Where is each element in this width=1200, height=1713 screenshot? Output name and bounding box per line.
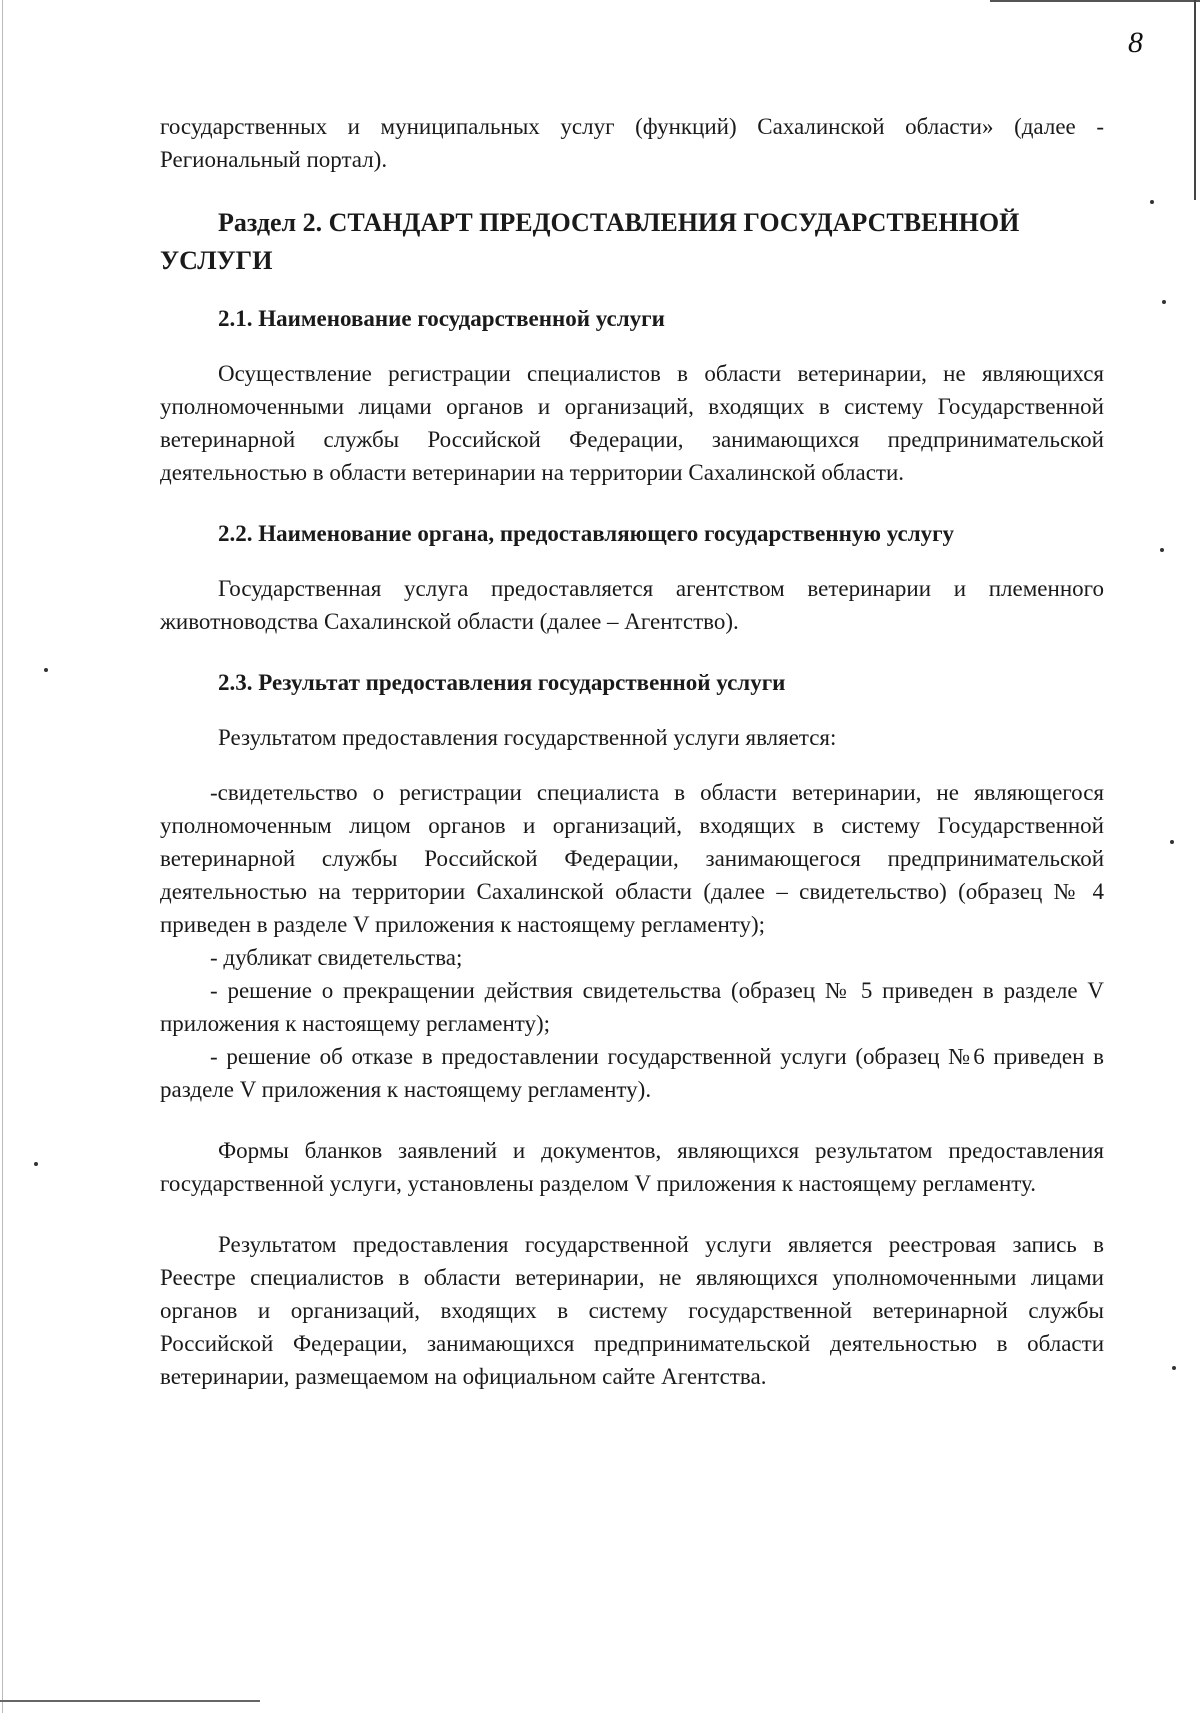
result-list-item: - дубликат свидетельства;	[210, 945, 463, 970]
scan-edge-bottom	[0, 1700, 260, 1702]
page-number: 8	[1128, 26, 1143, 59]
scan-edge-right	[1194, 0, 1196, 200]
forms-paragraph: Формы бланков заявлений и документов, являющихся результатом предоставления государственной услуги, установлены разделом V приложения к настоящему регламенту.	[160, 1138, 1104, 1196]
document-body	[160, 110, 1104, 1393]
result-list-item: - решение об отказе в предоставлении государственной услуги (образец №6 приведен в разделе V приложения к настоящему регламенту).	[160, 1044, 1104, 1102]
section-2-title: Раздел 2. СТАНДАРТ ПРЕДОСТАВЛЕНИЯ ГОСУДАРСТВЕННОЙ УСЛУГИ	[160, 208, 1020, 275]
result-list-item: - решение о прекращении действия свидетельства (образец № 5 приведен в разделе V приложения к настоящему регламенту);	[160, 978, 1104, 1036]
scan-speck	[34, 1162, 38, 1166]
result-intro-paragraph: Результатом предоставления государственной услуги является:	[218, 725, 837, 750]
service-name-paragraph: Осуществление регистрации специалистов в области ветеринарии, не являющихся уполномоченными лицами органов и организаций, входящих в систему Государственной ветеринарной службы Российской Федерации, занимающихся предпринимательской деятельностью в области ветеринарии на территории Сахалинской области.	[160, 361, 1104, 485]
intro-paragraph: государственных и муниципальных услуг (функций) Сахалинской области» (далее - Региональный портал).	[160, 114, 1104, 172]
subsection-2-2-title: 2.2. Наименование органа, предоставляющего государственную услугу	[218, 521, 955, 546]
registry-paragraph: Результатом предоставления государственной услуги является реестровая запись в Реестре специалистов в области ветеринарии, не являющихся уполномоченными лицами органов и организаций, входящих в систему государственной ветеринарной службы Российской Федерации, занимающихся предпринимательской деятельностью в области ветеринарии, размещаемом на официальном сайте Агентства.	[160, 1232, 1104, 1389]
scan-speck	[44, 668, 48, 672]
scan-edge-left	[2, 0, 3, 1713]
result-list-item: -свидетельство о регистрации специалиста в области ветеринарии, не являющегося уполномоченным лицом органов и организаций, входящих в систему Государственной ветеринарной службы Российской Федерации, занимающегося предпринимательской деятельностью на территории Сахалинской области (далее – свидетельство) (образец № 4 приведен в разделе V приложения к настоящему регламенту);	[160, 780, 1104, 937]
subsection-2-3-title: 2.3. Результат предоставления государственной услуги	[218, 670, 786, 695]
scan-speck	[1170, 840, 1174, 844]
scan-speck	[1172, 1366, 1176, 1370]
provider-paragraph: Государственная услуга предоставляется агентством ветеринарии и племенного животноводства Сахалинской области (далее – Агентство).	[160, 576, 1104, 634]
scan-speck	[1162, 300, 1166, 304]
scan-speck	[1160, 548, 1164, 552]
subsection-2-1-title: 2.1. Наименование государственной услуги	[218, 306, 665, 331]
scan-speck	[1150, 200, 1154, 204]
scan-edge-top	[990, 0, 1200, 2]
